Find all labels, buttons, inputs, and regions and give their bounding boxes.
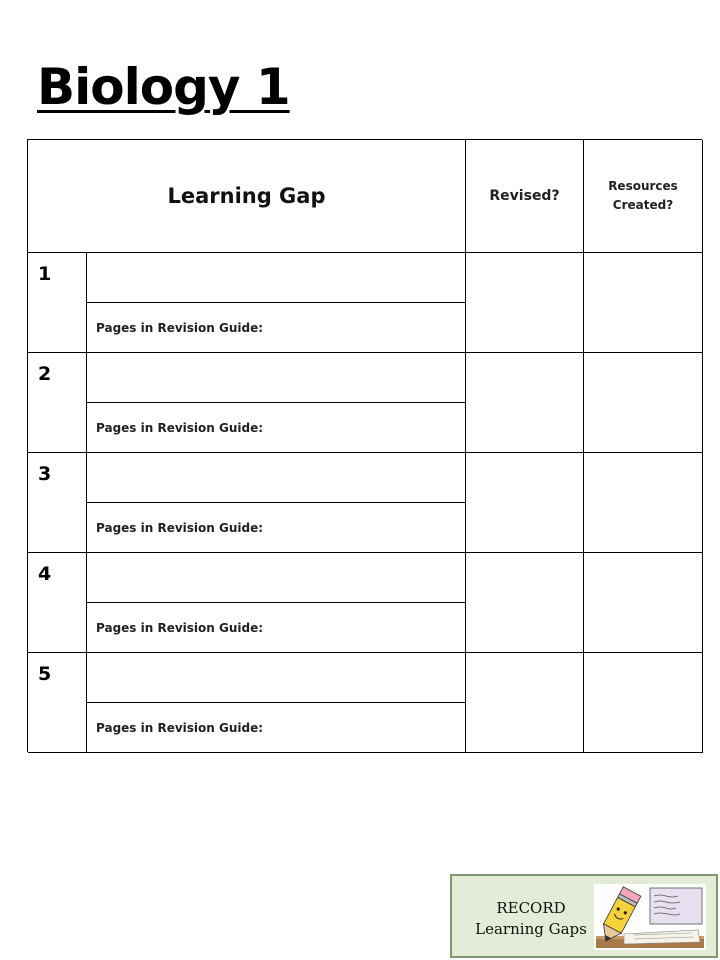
pencil-writing-icon xyxy=(594,884,706,950)
resources-created-cell[interactable] xyxy=(584,453,703,553)
learning-gaps-table xyxy=(27,139,702,752)
revised-cell[interactable] xyxy=(466,553,584,653)
learning-gap-field[interactable] xyxy=(87,653,466,703)
revised-cell[interactable] xyxy=(466,253,584,353)
record-learning-gaps-badge xyxy=(450,874,718,958)
resources-created-cell[interactable] xyxy=(584,353,703,453)
resources-created-cell[interactable] xyxy=(584,653,703,753)
header-resources-created: Resources Created? xyxy=(584,140,703,253)
row-number: 1 xyxy=(28,253,87,353)
learning-gap-field[interactable] xyxy=(87,253,466,303)
resources-created-cell[interactable] xyxy=(584,253,703,353)
learning-gap-field[interactable] xyxy=(87,353,466,403)
pages-in-revision-guide-field[interactable]: Pages in Revision Guide: xyxy=(87,503,466,553)
learning-gap-field[interactable] xyxy=(87,553,466,603)
header-learning-gap: Learning Gap xyxy=(28,140,466,253)
pages-in-revision-guide-field[interactable]: Pages in Revision Guide: xyxy=(87,703,466,753)
page-title: Biology 1 xyxy=(37,58,290,116)
row-number: 4 xyxy=(28,553,87,653)
learning-gap-field[interactable] xyxy=(87,453,466,503)
resources-created-cell[interactable] xyxy=(584,553,703,653)
badge-text xyxy=(470,898,592,940)
revised-cell[interactable] xyxy=(466,453,584,553)
row-number: 2 xyxy=(28,353,87,453)
badge-line-record: RECORD xyxy=(496,899,566,917)
row-number: 3 xyxy=(28,453,87,553)
revised-cell[interactable] xyxy=(466,353,584,453)
pages-in-revision-guide-field[interactable]: Pages in Revision Guide: xyxy=(87,403,466,453)
row-number: 5 xyxy=(28,653,87,753)
pages-in-revision-guide-field[interactable]: Pages in Revision Guide: xyxy=(87,603,466,653)
badge-line-learning-gaps: Learning Gaps xyxy=(475,920,587,938)
pages-in-revision-guide-field[interactable]: Pages in Revision Guide: xyxy=(87,303,466,353)
header-revised: Revised? xyxy=(466,140,584,253)
revised-cell[interactable] xyxy=(466,653,584,753)
